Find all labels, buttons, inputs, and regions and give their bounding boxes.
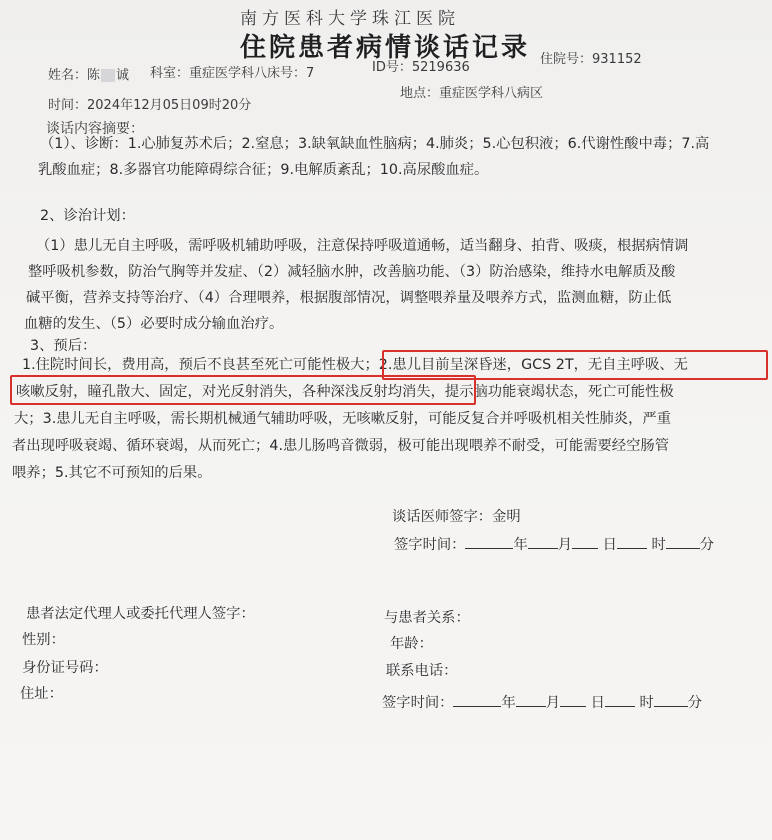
dept-label: 科室： [150, 66, 190, 81]
plan-block [24, 233, 689, 337]
id-label: ID号： [372, 60, 412, 75]
department-field [150, 62, 314, 81]
bed-value: 7 [306, 66, 315, 81]
hour-blank[interactable] [605, 692, 635, 707]
diagnosis-line: （1）、诊断：1.心肺复苏术后；2.窒息；3.缺氧缺血性脑病；4.肺炎；5.心包积液；6.代谢性酸中毒；7.高 [40, 136, 710, 152]
bed-label: 床号： [267, 66, 307, 81]
time-label: 时间： [48, 98, 88, 113]
year-label: 年 [513, 537, 528, 553]
prognosis-heading: 3、预后： [30, 338, 97, 354]
place-value: 重症医学科八病区 [439, 86, 544, 101]
patient-name-field [48, 64, 129, 83]
minute-blank[interactable] [654, 692, 688, 707]
plan-line: （1）患儿无自主呼吸，需呼吸机辅助呼吸，注意保持呼吸道通畅，适当翻身、拍背、吸痰，根据病情调 [36, 238, 689, 254]
hour-label: 时 [651, 537, 666, 553]
admission-value: 931152 [592, 52, 642, 67]
minute-blank[interactable] [666, 534, 700, 549]
day-blank[interactable] [560, 692, 586, 707]
prognosis-line: 咳嗽反射，瞳孔散大、固定，对光反射消失，各种深浅反射均消失，提示脑功能衰竭状态，死亡可能性极 [16, 384, 674, 400]
document-title: 住院患者病情谈话记录 [240, 33, 531, 63]
admission-number-field [540, 48, 642, 67]
summary-heading: 谈话内容摘要： [46, 121, 144, 137]
month-label: 月 [557, 537, 573, 553]
year-blank[interactable] [465, 534, 513, 549]
hour-blank[interactable] [617, 534, 647, 549]
sign-time-label: 签字时间： [394, 537, 466, 553]
place-label: 地点： [400, 86, 440, 101]
time-value: 2024年12月05日09时20分 [87, 98, 252, 113]
sign-time-label: 签字时间： [382, 695, 454, 711]
year-blank[interactable] [453, 692, 501, 707]
doctor-signature [392, 506, 521, 526]
guardian-id-label: 身份证号码： [22, 660, 108, 676]
highlight-box-lower [10, 375, 476, 405]
guardian-address-label: 住址： [20, 686, 63, 702]
minute-label: 分 [699, 537, 715, 553]
guardian-sign-time [382, 692, 702, 712]
plan-heading: 2、诊治计划： [40, 208, 135, 224]
day-blank[interactable] [572, 534, 598, 549]
name-redaction [101, 69, 115, 82]
plan-line: 整呼吸机参数，防治气胸等并发症、（2）减轻脑水肿，改善脑功能、（3）防治感染，维持水电解质及酸 [28, 264, 676, 280]
day-label: 日 [602, 537, 617, 553]
prognosis-line: 1.住院时间长，费用高，预后不良甚至死亡可能性极大；2.患儿目前呈深昏迷，GCS 2T，无自主呼吸、无 [22, 357, 688, 373]
hospital-name: 南方医科大学珠江医院 [240, 9, 460, 29]
guardian-signature-label: 患者法定代理人或委托代理人签字： [26, 606, 255, 622]
dept-value: 重症医学科八 [189, 66, 268, 81]
guardian-gender-label: 性别： [22, 632, 65, 648]
prognosis-line: 者出现呼吸衰竭、循环衰竭，从而死亡；4.患儿肠鸣音微弱，极可能出现喂养不耐受，可能需要经空肠管 [12, 438, 669, 454]
month-blank[interactable] [528, 534, 558, 549]
month-label: 月 [545, 695, 561, 711]
doctor-sign-time [394, 534, 714, 554]
day-label: 日 [590, 695, 605, 711]
time-field [48, 94, 251, 113]
prognosis-line: 喂养；5.其它不可预知的后果。 [12, 465, 212, 481]
name-first: 陈 [87, 68, 101, 83]
year-label: 年 [501, 695, 516, 711]
place-field [400, 82, 543, 101]
name-last: 诚 [116, 68, 130, 83]
plan-line: 碱平衡，营养支持等治疗、（4）合理喂养，根据腹部情况，调整喂养量及喂养方式，监测血糖，防止低 [26, 290, 672, 306]
id-value: 5219636 [411, 60, 470, 75]
admission-label: 住院号： [540, 52, 593, 67]
id-field [372, 56, 470, 75]
diagnosis-block [40, 131, 709, 183]
relation-label: 与患者关系： [384, 610, 470, 626]
age-label: 年龄： [390, 636, 433, 652]
phone-label: 联系电话： [386, 663, 458, 679]
month-blank[interactable] [516, 692, 546, 707]
hour-label: 时 [639, 695, 654, 711]
doctor-sign-name: 金明 [492, 509, 521, 525]
minute-label: 分 [687, 695, 703, 711]
prognosis-line: 大；3.患儿无自主呼吸，需长期机械通气辅助呼吸，无咳嗽反射，可能反复合并呼吸机相关性肺炎，严重 [14, 411, 671, 427]
doctor-sign-label: 谈话医师签字： [392, 509, 493, 525]
diagnosis-line: 乳酸血症；8.多器官功能障碍综合征；9.电解质紊乱；10.高尿酸血症。 [38, 162, 489, 178]
plan-line: 血糖的发生、（5）必要时成分输血治疗。 [24, 316, 284, 332]
name-label: 姓名： [48, 68, 88, 83]
